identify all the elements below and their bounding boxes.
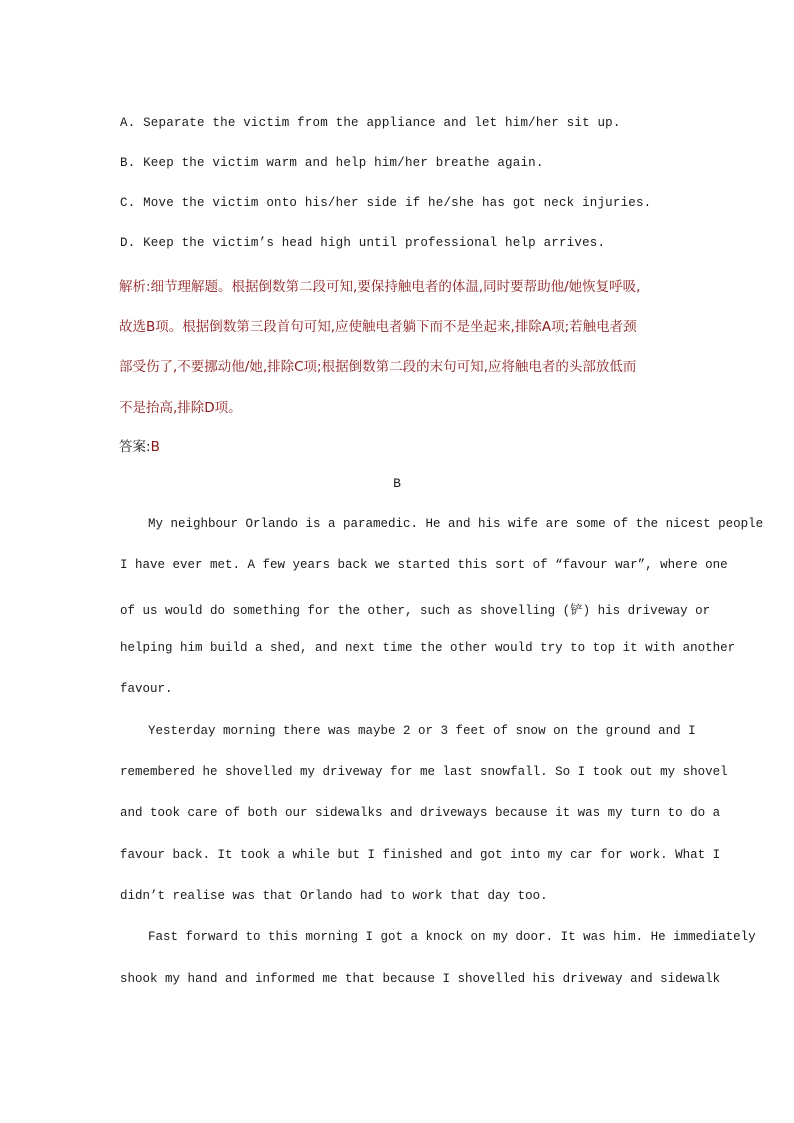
answer-row bbox=[119, 435, 160, 455]
answer-label: 答案: bbox=[119, 439, 151, 455]
analysis-line-4: 不是抬高,排除D项。 bbox=[119, 400, 242, 416]
option-b: B. Keep the victim warm and help him/her breathe again. bbox=[120, 156, 544, 170]
passage-line: favour. bbox=[120, 682, 173, 696]
passage-line: favour back. It took a while but I finished and got into my car for work. What I bbox=[120, 848, 721, 862]
option-d: D. Keep the victim’s head high until professional help arrives. bbox=[120, 236, 606, 250]
passage-line: I have ever met. A few years back we started this sort of “favour war”, where one bbox=[120, 558, 728, 572]
option-a: A. Separate the victim from the appliance and let him/her sit up. bbox=[120, 116, 621, 130]
passage-line: Fast forward to this morning I got a knock on my door. It was him. He immediately bbox=[148, 930, 756, 944]
analysis-line-1: 解析:细节理解题。根据倒数第二段可知,要保持触电者的体温,同时要帮助他/她恢复呼吸, bbox=[119, 279, 641, 295]
passage-line: helping him build a shed, and next time the other would try to top it with another bbox=[120, 641, 736, 655]
passage-line: My neighbour Orlando is a paramedic. He and his wife are some of the nicest people bbox=[148, 517, 764, 531]
passage-line: didn’t realise was that Orlando had to work that day too. bbox=[120, 889, 548, 903]
passage-line: remembered he shovelled my driveway for me last snowfall. So I took out my shovel bbox=[120, 765, 728, 779]
analysis-line-3: 部受伤了,不要挪动他/她,排除C项;根据倒数第二段的末句可知,应将触电者的头部放低而 bbox=[119, 359, 637, 375]
option-c: C. Move the victim onto his/her side if he/she has got neck injuries. bbox=[120, 196, 652, 210]
passage-line: shook my hand and informed me that because I shovelled his driveway and sidewalk bbox=[120, 972, 721, 986]
passage-line: of us would do something for the other, such as shovelling (铲) his driveway or bbox=[120, 604, 711, 618]
analysis-line-2: 故选B项。根据倒数第三段首句可知,应使触电者躺下而不是坐起来,排除A项;若触电者颈 bbox=[119, 319, 637, 335]
passage-line: Yesterday morning there was maybe 2 or 3 feet of snow on the ground and I bbox=[148, 724, 696, 738]
passage-line: and took care of both our sidewalks and driveways because it was my turn to do a bbox=[120, 806, 721, 820]
answer-value: B bbox=[150, 439, 160, 455]
section-title: B bbox=[393, 476, 401, 491]
